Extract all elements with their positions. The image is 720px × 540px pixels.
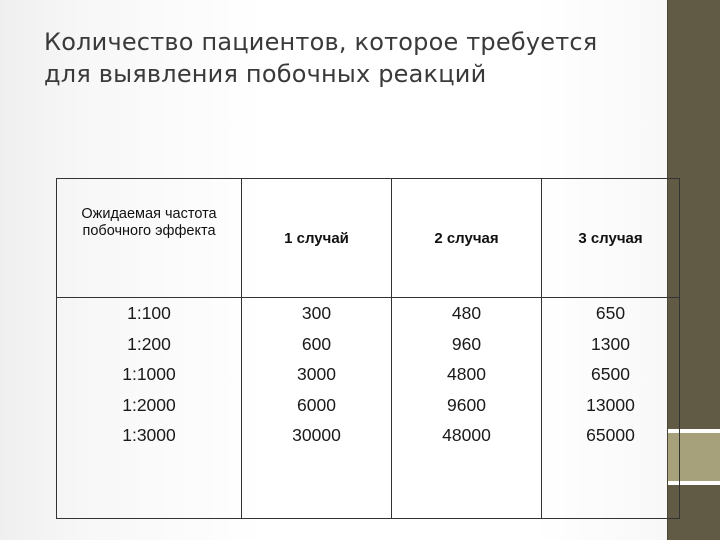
header-1-case-label: 1 случай (284, 229, 349, 247)
table-cell: 4800 (447, 364, 486, 384)
table-cell: 48000 (442, 425, 491, 445)
table-cell: 3000 (297, 364, 336, 384)
table-cell: 30000 (292, 425, 341, 445)
table-cell: 300 (301, 303, 332, 323)
header-cell-3-cases (542, 179, 680, 298)
header-cell-1-case (242, 179, 392, 298)
header-3-cases-label: 3 случая (578, 229, 643, 247)
table-cell: 960 (451, 333, 482, 354)
table-cell: 1:1000 (122, 364, 176, 384)
table-cell: 1:200 (127, 333, 171, 354)
table-cell: 13000 (586, 394, 635, 415)
table-cell: 65000 (586, 425, 635, 445)
side-effects-table (56, 178, 680, 519)
table-cell: 1300 (591, 333, 630, 354)
header-cell-frequency (57, 179, 242, 298)
table-header-row (57, 179, 680, 298)
column-frequency-values (57, 298, 242, 519)
table-cell: 1:2000 (122, 394, 176, 415)
slide-title: Количество пациентов, которое требуется для выявления побочных реакций (44, 28, 598, 88)
table-cell: 9600 (447, 394, 486, 415)
header-cell-2-cases (392, 179, 542, 298)
header-frequency-label: Ожидаемая частота побочного эффекта (81, 205, 217, 239)
table-cell: 1:3000 (122, 425, 176, 445)
column-1-case-values (242, 298, 392, 519)
table-cell: 600 (301, 333, 332, 354)
table-cell: 1:100 (127, 303, 171, 323)
table-cell: 6000 (297, 394, 336, 415)
table-data-row (57, 298, 680, 519)
table-cell: 480 (451, 303, 482, 323)
column-2-cases-values (392, 298, 542, 519)
column-3-cases-values (542, 298, 680, 519)
table-cell: 6500 (591, 364, 630, 384)
table-cell: 650 (595, 303, 626, 323)
header-2-cases-label: 2 случая (434, 229, 499, 247)
